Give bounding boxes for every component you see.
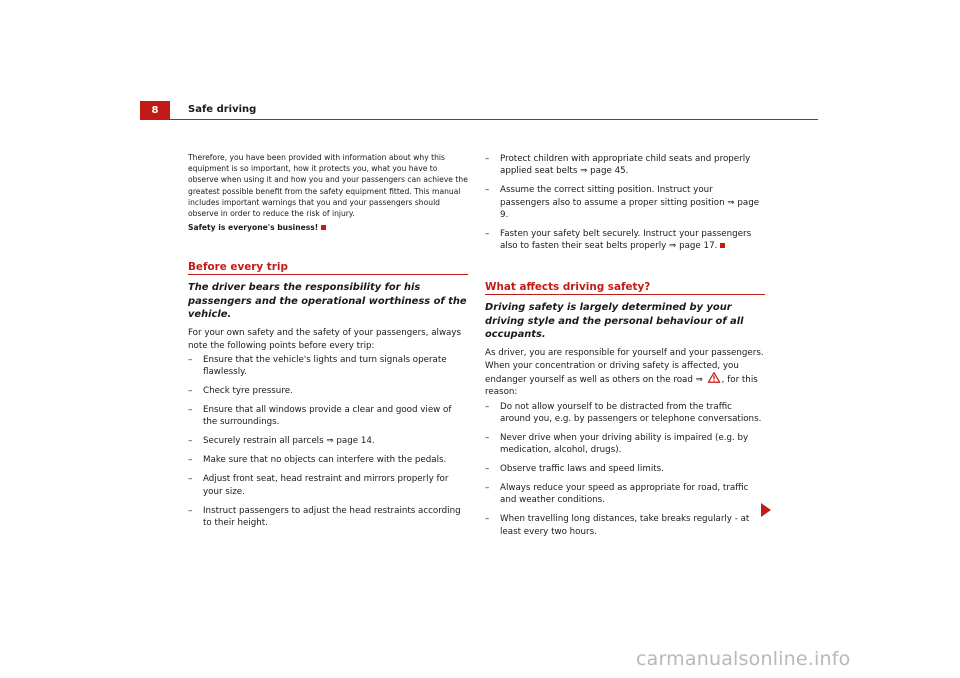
- list-item: – Do not allow yourself to be distracted from the traffic around you, e.g. by passengers or telephone conversations.: [485, 401, 762, 424]
- page-number: 8: [140, 101, 170, 120]
- list-item: – Check tyre pressure.: [188, 386, 293, 397]
- section-heading-affects: What affects driving safety?: [485, 281, 765, 295]
- before-trip-list: [188, 354, 468, 529]
- continued-list: [485, 153, 765, 252]
- list-item: – When travelling long distances, take breaks regularly - at least every two hours.: [485, 514, 750, 537]
- list-item: – Never drive when your driving ability is impaired (e.g. by medication, alcohol, drugs).: [485, 432, 749, 456]
- affects-list: [485, 401, 765, 538]
- intro-emphasis-text: Safety is everyone's business!: [188, 223, 319, 233]
- list-item: – Ensure that the vehicle's lights and turn signals operate flawlessly.: [188, 354, 447, 378]
- before-trip-lead: For your own safety and the safety of your passengers, always note the following points before every trip:: [188, 328, 462, 351]
- list-item: – Make sure that no objects can interfere with the pedals.: [188, 455, 447, 466]
- list-item: – Observe traffic laws and speed limits.: [485, 464, 664, 475]
- section-heading-before-trip: Before every trip: [188, 261, 468, 275]
- left-column: [188, 152, 468, 529]
- next-page-arrow-icon[interactable]: [761, 503, 771, 517]
- intro-emphasis: [188, 222, 468, 233]
- affects-lead: [485, 347, 765, 398]
- red-square-icon: [321, 225, 326, 230]
- list-item: – Securely restrain all parcels ⇒ page 14.: [188, 436, 375, 447]
- affects-lead-after: , for this reason:: [485, 374, 758, 398]
- list-item: – Instruct passengers to adjust the head restraints according to their height.: [188, 505, 461, 528]
- section-subtitle-affects: Driving safety is largely determined by your driving style and the personal behaviour of all occupants.: [485, 302, 744, 341]
- affects-lead-before: As driver, you are responsible for yourself and your passengers. When your concentration or driving safety is affected, you endanger yourself as well as others on the road ⇒: [485, 348, 764, 385]
- section-subtitle-before-trip: The driver bears the responsibility for his passengers and the operational worthiness of the vehicle.: [188, 282, 467, 321]
- list-item: – Adjust front seat, head restraint and mirrors properly for your size.: [188, 474, 449, 497]
- red-square-icon: [720, 243, 725, 248]
- list-item: – Always reduce your speed as appropriate for road, traffic and weather conditions.: [485, 483, 749, 506]
- watermark: carmanualsonline.info: [636, 648, 851, 670]
- intro-paragraph: Therefore, you have been provided with information about why this equipment is so important, how it protects you, what you have to observe when using it and how you and your passengers can achieve the greatest possible benefit from the safety equipment fitted. This manual includes important warnings that you and your passengers should observe in order to reduce the risk of injury.: [188, 153, 468, 219]
- right-column: [485, 153, 765, 538]
- header-rule: [170, 119, 818, 120]
- warning-triangle-icon: [707, 372, 721, 383]
- list-item: – Assume the correct sitting position. Instruct your passengers also to assume a proper sitting position ⇒ page 9.: [485, 185, 760, 220]
- list-item: – Fasten your safety belt securely. Instruct your passengers also to fasten their seat belts properly ⇒ page 17.: [485, 228, 752, 252]
- running-head-title: Safe driving: [188, 104, 257, 115]
- list-item: – Ensure that all windows provide a clear and good view of the surroundings.: [188, 405, 452, 428]
- list-item: – Protect children with appropriate child seats and properly applied seat belts ⇒ page 45.: [485, 154, 751, 177]
